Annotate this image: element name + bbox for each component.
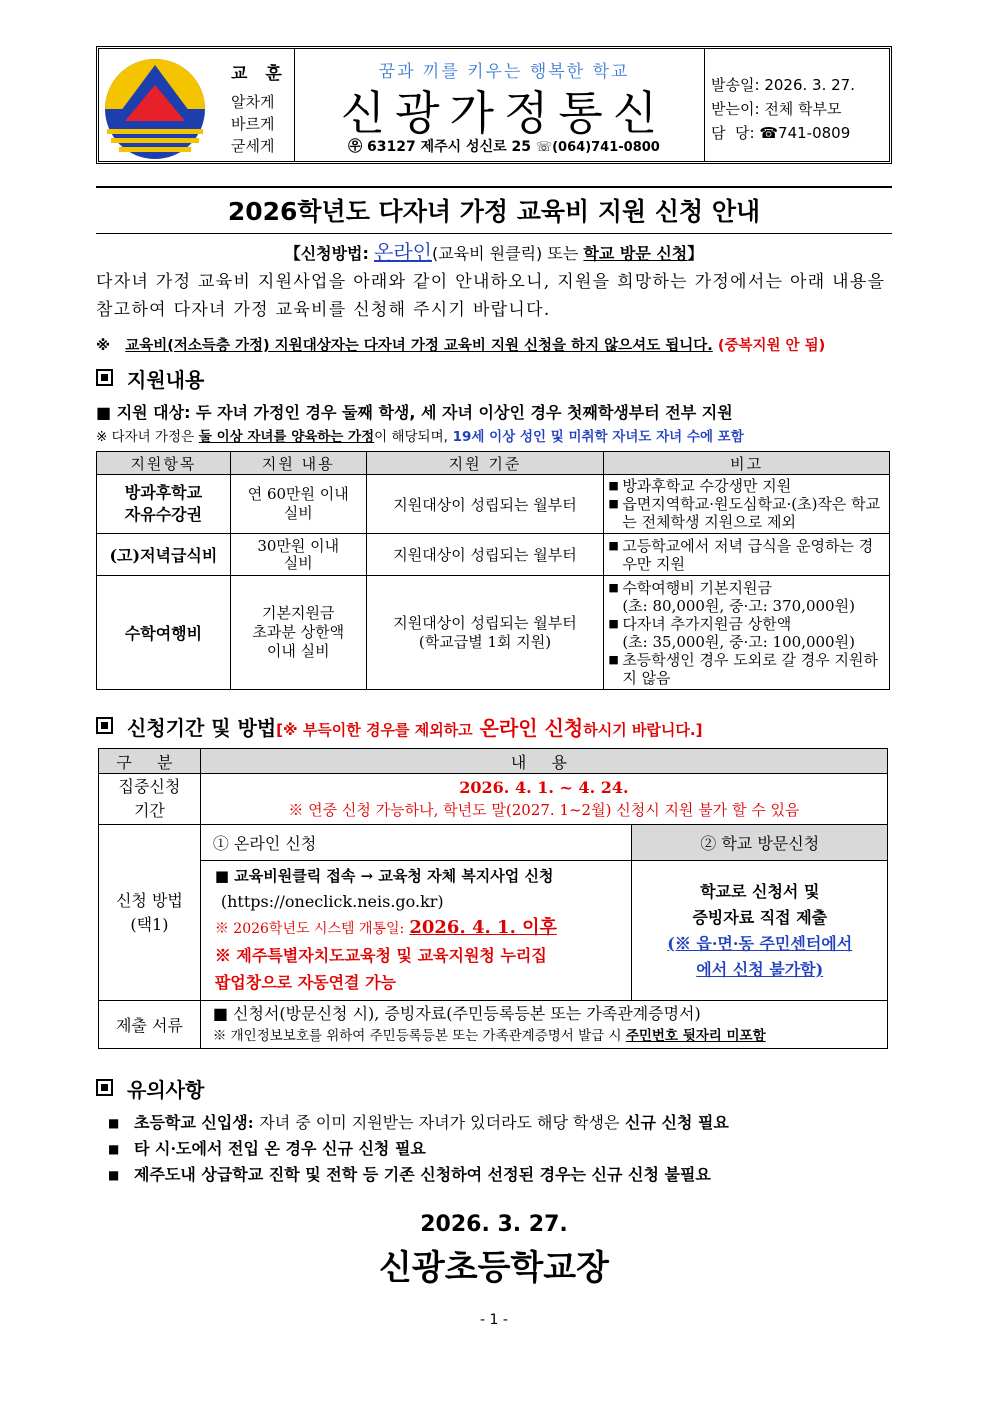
visit-detail: [632, 861, 888, 1001]
recipient: 전체 학부모: [764, 100, 842, 118]
period-cell: [200, 774, 887, 825]
online-system: [215, 915, 626, 942]
table-row: [99, 861, 888, 1001]
online-line: ■ 교육비원클릭 접속 → 교육청 자체 복지사업 신청: [214, 867, 554, 885]
list-item: ■ 방과후학교 수강생만 지원: [608, 477, 885, 495]
section-caution-heading: [96, 1074, 204, 1103]
footer-signer: 신광초등학교장: [379, 1248, 609, 1288]
note-mark: ※: [96, 338, 111, 354]
section-square-icon: [96, 369, 113, 386]
heading-note-online: 온라인 신청: [479, 716, 584, 740]
caution-bold: 신규 신청 필요: [625, 1113, 729, 1132]
visit-head: ② 학교 방문신청: [632, 825, 888, 861]
support-basis: 지원대상이 성립되는 월부터 (학교급별 1회 지원): [366, 576, 604, 690]
support-item: 방과후학교 자유수강권: [97, 475, 231, 534]
docs-note: [213, 1025, 886, 1047]
support-notes: [604, 534, 890, 576]
support-basis: 지원대상이 성립되는 월부터: [366, 534, 604, 576]
school-address: [305, 136, 703, 156]
section-title: 신청기간 및 방법: [127, 716, 277, 740]
visit-note: (※ 읍·면·동 주민센터에서 에서 신청 불가함): [667, 933, 853, 979]
table-header-row: [99, 749, 888, 774]
issue-meta: [711, 73, 855, 145]
multi-child-note: [96, 425, 744, 445]
main-title: 2026학년도 다자녀 가정 교육비 지원 신청 안내: [227, 197, 761, 226]
support-notes: [604, 475, 890, 534]
method-online-note: (교육비 원클릭) 또는: [431, 244, 579, 263]
support-notes: [604, 576, 890, 690]
school-slogan: 꿈과 끼를 키우는 행복한 학교: [378, 62, 630, 82]
section-square-icon: [96, 717, 113, 734]
period-note: ※ 연중 신청 가능하나, 학년도 말(2027. 1~2월) 신청시 지원 불가 할 수 있음: [288, 801, 800, 819]
table-row: [99, 825, 888, 861]
motto-item: 알차게: [231, 93, 275, 111]
postal-icon: ㉾: [348, 139, 363, 155]
application-table: [98, 748, 888, 1049]
address-text: 63127 제주시 성신로 25: [367, 139, 531, 155]
table-header: 지원항목: [97, 452, 231, 475]
caution-list: [108, 1110, 898, 1188]
period-value: 2026. 4. 1. ~ 4. 24.: [459, 778, 629, 797]
support-item: 수학여행비: [97, 576, 231, 690]
table-row: [99, 774, 888, 825]
support-content: 연 60만원 이내 실비: [230, 475, 366, 534]
contact-phone: ☎741-0809: [759, 124, 851, 142]
method-online: 온라인: [374, 240, 432, 264]
section-period-heading: [96, 712, 702, 741]
online-url: (https://oneclick.neis.go.kr): [220, 892, 444, 911]
method-label: 【신청방법:: [284, 244, 369, 263]
support-item: (고)저녁급식비: [97, 534, 231, 576]
heading-note: 하시기 바랍니다.]: [583, 721, 703, 739]
visit-line: 학교로 신청서 및: [700, 881, 820, 901]
list-item: ■ 타 시·도에서 전입 온 경우 신규 신청 필요: [108, 1136, 898, 1162]
newsletter-header: [96, 46, 892, 164]
list-item: [108, 1110, 898, 1136]
support-target: ■ 지원 대상: 두 자녀 가정인 경우 둘째 학생, 세 자녀 이상인 경우 첫째학생부터 전부 지원: [96, 403, 733, 422]
section-square-icon: [96, 1079, 113, 1096]
table-header: 구 분: [99, 749, 201, 774]
online-auto-link: ※ 제주특별자치도교육청 및 교육지원청 누리집 팝업창으로 자동연결 가능: [214, 946, 547, 992]
section-title: 지원내용: [127, 368, 205, 392]
list-item: ■ 고등학교에서 저녁 급식을 운영하는 경우만 지원: [608, 537, 885, 573]
section-support-heading: [96, 364, 204, 393]
note-red: (중복지원 안 됨): [717, 338, 826, 354]
table-row: [97, 475, 890, 534]
title-bottom-rule: [96, 233, 892, 234]
method-close: 】: [687, 244, 704, 263]
footer-date: 2026. 3. 27.: [420, 1212, 568, 1237]
issue-date: 2026. 3. 27.: [764, 76, 855, 94]
meta-label: 받는이:: [711, 100, 760, 118]
table-header-row: [97, 452, 890, 475]
motto-item: 바르게: [231, 115, 275, 133]
phone-text: ☏(064)741-0800: [535, 140, 660, 155]
school-logo-icon: [103, 57, 207, 161]
docs-line: ■ 신청서(방문신청 시), 증빙자료(주민등록등본 또는 가족관계증명서): [212, 1003, 701, 1023]
table-header: 지원 내용: [230, 452, 366, 475]
section-title: 유의사항: [127, 1078, 205, 1102]
support-content: 30만원 이내 실비: [230, 534, 366, 576]
support-basis: 지원대상이 성립되는 월부터: [366, 475, 604, 534]
list-item: ■ 읍면지역학교·원도심학교·(초)작은 학교는 전체학생 지원으로 제외: [608, 495, 885, 531]
duplicate-support-note: [96, 334, 896, 355]
online-head: ① 온라인 신청: [200, 825, 632, 861]
method-line: [96, 236, 892, 265]
caution-text: 자녀 중 이미 지원받는 자녀가 있더라도 해당 학생은: [259, 1113, 620, 1132]
newsletter-title: 신광가정통신: [340, 86, 668, 140]
visit-line: 증빙자료 직접 제출: [692, 907, 828, 927]
motto-item: 굳세게: [231, 137, 275, 155]
online-detail: [200, 861, 632, 1001]
support-table: [96, 451, 890, 690]
meta-label: 발송일:: [711, 76, 760, 94]
online-system-date: 2026. 4. 1. 이후: [409, 917, 557, 938]
docs-note-bold: 주민번호 뒷자리 미포함: [625, 1027, 766, 1044]
method-visit: 학교 방문 신청: [583, 244, 688, 263]
docs-note-text: ※ 개인정보보호를 위하여 주민등록등본 또는 가족관계증명서 발급 시: [212, 1027, 622, 1044]
note-part: 이 해당되며,: [374, 429, 448, 445]
note-part: ※ 다자녀 가정은: [96, 429, 195, 445]
table-header: 비고: [604, 452, 890, 475]
note-part: 둘 이상 자녀를 양육하는 가정: [198, 429, 375, 445]
table-header: 지원 기준: [366, 452, 604, 475]
note-blue: 19세 이상 성인 및 미취학 자녀도 자녀 수에 포함: [452, 429, 744, 445]
list-item: ■ 제주도내 상급학교 진학 및 전학 등 기존 신청하여 선정된 경우는 신규 신청 불필요: [108, 1162, 898, 1188]
intro-paragraph: 다자녀 가정 교육비 지원사업을 아래와 같이 안내하오니, 지원을 희망하는 가정에서는 아래 내용을 참고하여 다자녀 가정 교육비를 신청해 주시기 바랍니다.: [96, 272, 886, 320]
title-top-rule: [96, 186, 892, 188]
page-number: - 1 -: [480, 1312, 508, 1328]
list-item: ■ 초등학생인 경우 도외로 갈 경우 지원하지 않음: [608, 651, 885, 687]
online-system-label: ※ 2026학년도 시스템 개통일:: [214, 921, 405, 937]
meta-label: 담 당:: [711, 124, 755, 142]
support-content: 기본지원금 초과분 상한액 이내 실비: [230, 576, 366, 690]
note-text: 교육비(저소득층 가정) 지원대상자는 다자녀 가정 교육비 지원 신청을 하지 않으셔도 됩니다.: [125, 338, 713, 354]
docs-label: 제출 서류: [99, 1001, 201, 1049]
list-item: ■ 수학여행비 기본지원금 (초: 80,000원, 중·고: 370,000원): [608, 579, 885, 615]
table-row: [99, 1001, 888, 1049]
table-row: [97, 534, 890, 576]
table-row: [97, 576, 890, 690]
heading-note: [※ 부득이한 경우를 제외하고: [276, 721, 473, 739]
list-item: ■ 다자녀 추가지원금 상한액 (초: 35,000원, 중·고: 100,000원): [608, 615, 885, 651]
method-label-cell: 신청 방법 (택1): [99, 825, 201, 1001]
docs-cell: [200, 1001, 887, 1049]
motto-list: [231, 91, 274, 157]
table-header: 내 용: [200, 749, 887, 774]
caution-bold: 초등학교 신입생:: [134, 1113, 254, 1132]
motto-title: 교 훈: [231, 64, 288, 84]
period-label: 집중신청 기간: [99, 774, 201, 825]
